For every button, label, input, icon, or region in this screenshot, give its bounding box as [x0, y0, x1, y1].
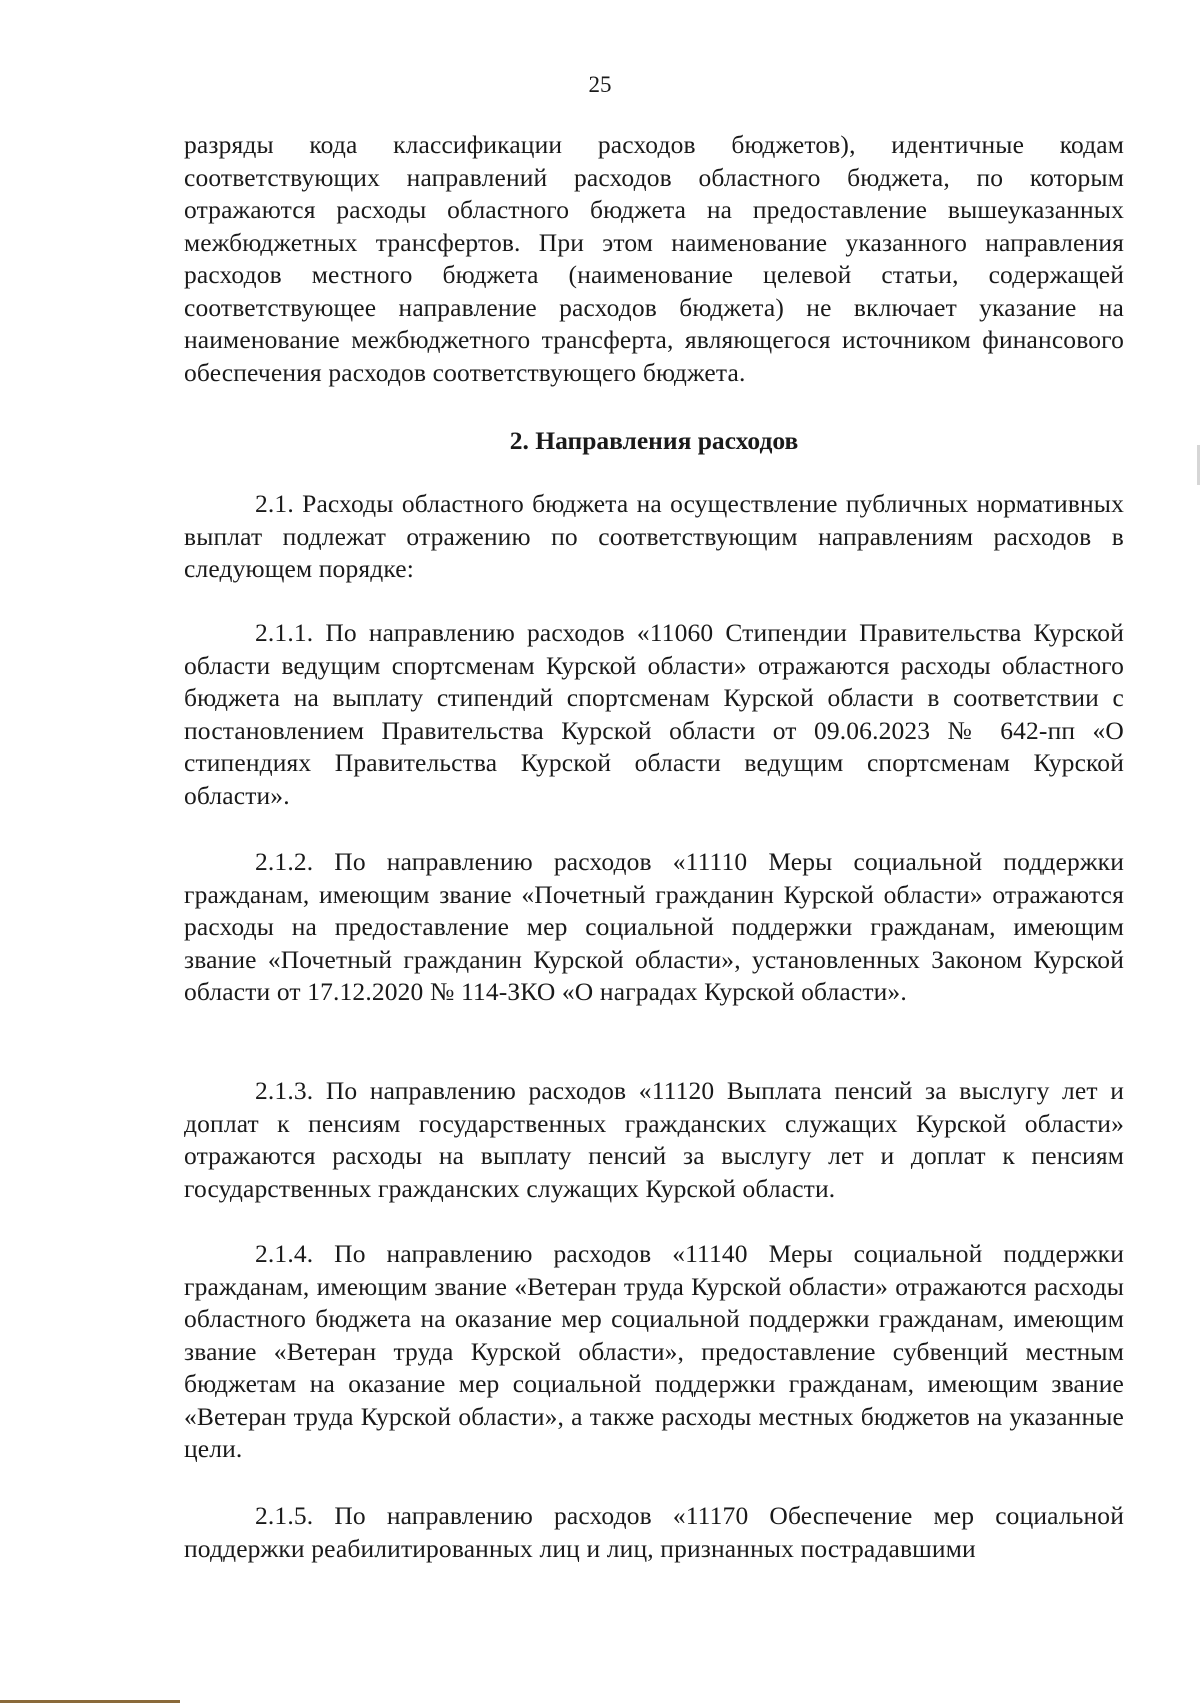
paragraph-2-1: 2.1. Расходы областного бюджета на осуществление публичных нормативных выплат подлежат отражению по соответствующим направлениям расходов в следующем порядке:	[184, 489, 1124, 583]
paragraph-2-1-5: 2.1.5. По направлению расходов «11170 Обеспечение мер социальной поддержки реабилитированных лиц и лиц, признанных пострадавшими	[184, 1501, 1124, 1563]
page-number: 25	[588, 72, 612, 97]
paragraph-2-1-2: 2.1.2. По направлению расходов «11110 Меры социальной поддержки гражданам, имеющим звание «Почетный гражданин Курской области» отражаются расходы на предоставление мер социальной поддержки гражданам, имеющим звание «Почетный гражданин Курской области», установленных Законом Курской области от 17.12.2020 № 114-ЗКО «О наградах Курской области».	[184, 847, 1124, 1006]
paragraph-2-1-1: 2.1.1. По направлению расходов «11060 Стипендии Правительства Курской области ведущим спортсменам Курской области» отражаются расходы областного бюджета на выплату стипендий спортсменам Курской области в соответствии с постановлением Правительства Курской области от 09.06.2023 № 642-пп «О стипендиях Правительства Курской области ведущим спортсменам Курской области».	[184, 618, 1124, 810]
paragraph-2-1-3: 2.1.3. По направлению расходов «11120 Выплата пенсий за выслугу лет и доплат к пенсиям государственных гражданских служащих Курской области» отражаются расходы на выплату пенсий за выслугу лет и доплат к пенсиям государственных гражданских служащих Курской области.	[184, 1076, 1124, 1203]
section-heading: 2. Направления расходов	[509, 426, 799, 455]
paragraph-2-1-4: 2.1.4. По направлению расходов «11140 Меры социальной поддержки гражданам, имеющим звание «Ветеран труда Курской области» отражаются расходы областного бюджета на оказание мер социальной поддержки гражданам, имеющим звание «Ветеран труда Курской области», предоставление субвенций местным бюджетам на оказание мер социальной поддержки гражданам, имеющим звание «Ветеран труда Курской области», а также расходы местных бюджетов на указанные цели.	[184, 1239, 1124, 1463]
paragraph-continuation: разряды кода классификации расходов бюджетов), идентичные кодам соответствующих направлений расходов областного бюджета, по которым отражаются расходы областного бюджета на предоставление вышеуказанных межбюджетных трансфертов. При этом наименование указанного направления расходов местного бюджета (наименование целевой статьи, содержащей соответствующее направление расходов бюджета) не включает указание на наименование межбюджетного трансферта, являющегося источником финансового обеспечения расходов соответствующего бюджета.	[184, 130, 1124, 387]
